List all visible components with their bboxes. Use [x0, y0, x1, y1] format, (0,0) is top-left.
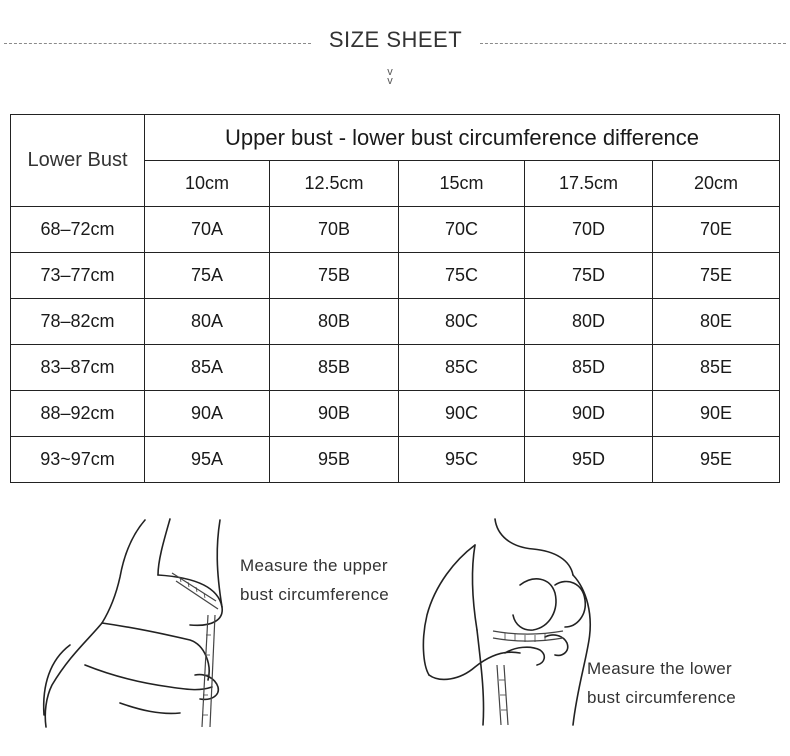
size-cell: 80B [270, 299, 399, 345]
size-cell: 70A [145, 207, 270, 253]
size-cell: 80C [399, 299, 525, 345]
table-row [11, 391, 780, 437]
size-cell: 90B [270, 391, 399, 437]
size-cell: 85E [653, 345, 780, 391]
lower-bust-range: 93~97cm [11, 437, 145, 483]
page-title: SIZE SHEET [328, 27, 463, 52]
size-cell: 90A [145, 391, 270, 437]
diff-header: 20cm [653, 161, 780, 207]
size-cell: 80D [525, 299, 653, 345]
lower-bust-header: Lower Bust [11, 115, 145, 207]
table-row [11, 253, 780, 299]
size-cell: 75C [399, 253, 525, 299]
difference-group-header: Upper bust - lower bust circumference difference [145, 115, 780, 161]
lower-bust-figure [415, 515, 595, 730]
size-cell: 95D [525, 437, 653, 483]
size-cell: 90E [653, 391, 780, 437]
table-row [11, 299, 780, 345]
size-cell: 90D [525, 391, 653, 437]
size-cell: 95C [399, 437, 525, 483]
diff-header: 15cm [399, 161, 525, 207]
upper-bust-figure [40, 515, 240, 730]
header-divider-left [4, 43, 311, 44]
lower-bust-range: 83–87cm [11, 345, 145, 391]
size-cell: 95B [270, 437, 399, 483]
size-cell: 85C [399, 345, 525, 391]
chevron-down-icon: v v [387, 66, 393, 87]
size-cell: 75B [270, 253, 399, 299]
table-row [11, 437, 780, 483]
lower-bust-range: 78–82cm [11, 299, 145, 345]
size-cell: 85D [525, 345, 653, 391]
size-cell: 95E [653, 437, 780, 483]
size-cell: 75D [525, 253, 653, 299]
lower-bust-range: 88–92cm [11, 391, 145, 437]
size-sheet-header [0, 25, 790, 59]
size-cell: 85A [145, 345, 270, 391]
size-table [10, 114, 780, 483]
size-cell: 90C [399, 391, 525, 437]
size-cell: 75E [653, 253, 780, 299]
diff-header: 10cm [145, 161, 270, 207]
size-cell: 70C [399, 207, 525, 253]
size-cell: 70D [525, 207, 653, 253]
size-cell: 95A [145, 437, 270, 483]
lower-bust-range: 73–77cm [11, 253, 145, 299]
lower-bust-range: 68–72cm [11, 207, 145, 253]
size-cell: 75A [145, 253, 270, 299]
size-cell: 80E [653, 299, 780, 345]
size-cell: 70B [270, 207, 399, 253]
diff-header: 17.5cm [525, 161, 653, 207]
lower-bust-caption: Measure the lower bust circumference [587, 659, 737, 707]
upper-bust-caption: Measure the upper bust circumference [240, 556, 390, 604]
header-divider-right [480, 43, 786, 44]
diff-header: 12.5cm [270, 161, 399, 207]
size-cell: 85B [270, 345, 399, 391]
table-row [11, 207, 780, 253]
size-cell: 80A [145, 299, 270, 345]
size-cell: 70E [653, 207, 780, 253]
table-row [11, 345, 780, 391]
